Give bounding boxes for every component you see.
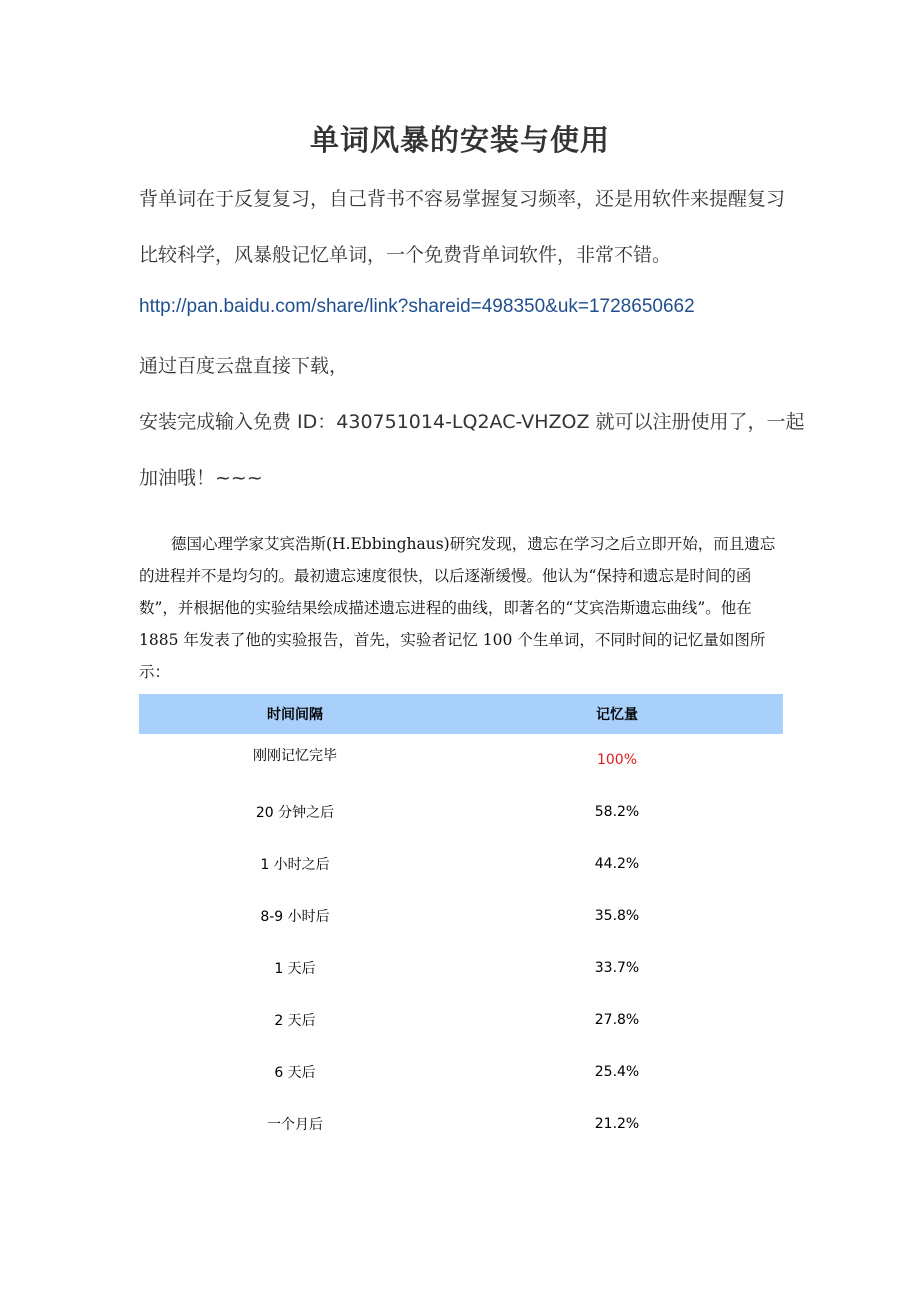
table-row: [139, 1046, 783, 1098]
row-interval: 8-9 小时后: [260, 909, 330, 925]
row-interval: 6 天后: [274, 1065, 316, 1081]
row-amount: 100%: [596, 752, 638, 768]
row-amount: 25.4%: [594, 1064, 640, 1080]
table-row: [139, 994, 783, 1046]
row-interval: 1 小时之后: [260, 857, 330, 873]
header-interval: 时间间隔: [267, 707, 323, 723]
row-interval: 2 天后: [274, 1013, 316, 1029]
row-interval: 1 天后: [274, 961, 316, 977]
row-amount: 33.7%: [594, 960, 640, 976]
row-interval: 20 分钟之后: [255, 805, 335, 821]
row-amount: 58.2%: [594, 804, 640, 820]
intro-line-1: 背单词在于反复复习，自己背书不容易掌握复习频率，还是用软件来提醒复习: [139, 188, 786, 210]
row-amount: 27.8%: [594, 1012, 640, 1028]
table-header: [139, 694, 783, 734]
table-row: [139, 786, 783, 838]
row-interval: 一个月后: [267, 1117, 323, 1133]
install-line-1: 安装完成输入免费 ID：430751014-LQ2AC-VHZOZ 就可以注册使用了，一起: [139, 411, 805, 433]
install-line-2: 加油哦！~~~: [139, 467, 263, 489]
download-link[interactable]: http://pan.baidu.com/share/link?shareid=498350&uk=1728650662: [139, 296, 695, 317]
table-row: [139, 942, 783, 994]
row-amount: 44.2%: [594, 856, 640, 872]
table-row: [139, 838, 783, 890]
table-row: [139, 734, 783, 786]
header-amount: 记忆量: [596, 707, 638, 723]
memory-table: [139, 694, 783, 1150]
ebbinghaus-paragraph: 德国心理学家艾宾浩斯(H.Ebbinghaus)研究发现，遗忘在学习之后立即开始，而且遗忘的进程并不是均匀的。最初遗忘速度很快，以后逐渐缓慢。他认为“保持和遗忘是时间的函数”，并根据他的实验结果绘成描述遗忘进程的曲线，即著名的“艾宾浩斯遗忘曲线”。他在 1885 年发表了他的实验报告，首先，实验者记忆 100 个生单词，不同时间的记忆量如图所示：: [139, 535, 776, 681]
page-title: 单词风暴的安装与使用: [309, 123, 610, 157]
row-interval: 刚刚记忆完毕: [253, 748, 337, 764]
table-row: [139, 890, 783, 942]
download-note: 通过百度云盘直接下载，: [139, 355, 349, 377]
row-amount: 21.2%: [594, 1116, 640, 1132]
intro-line-2: 比较科学，风暴般记忆单词，一个免费背单词软件，非常不错。: [139, 244, 672, 266]
table-row: [139, 1098, 783, 1150]
row-amount: 35.8%: [594, 908, 640, 924]
